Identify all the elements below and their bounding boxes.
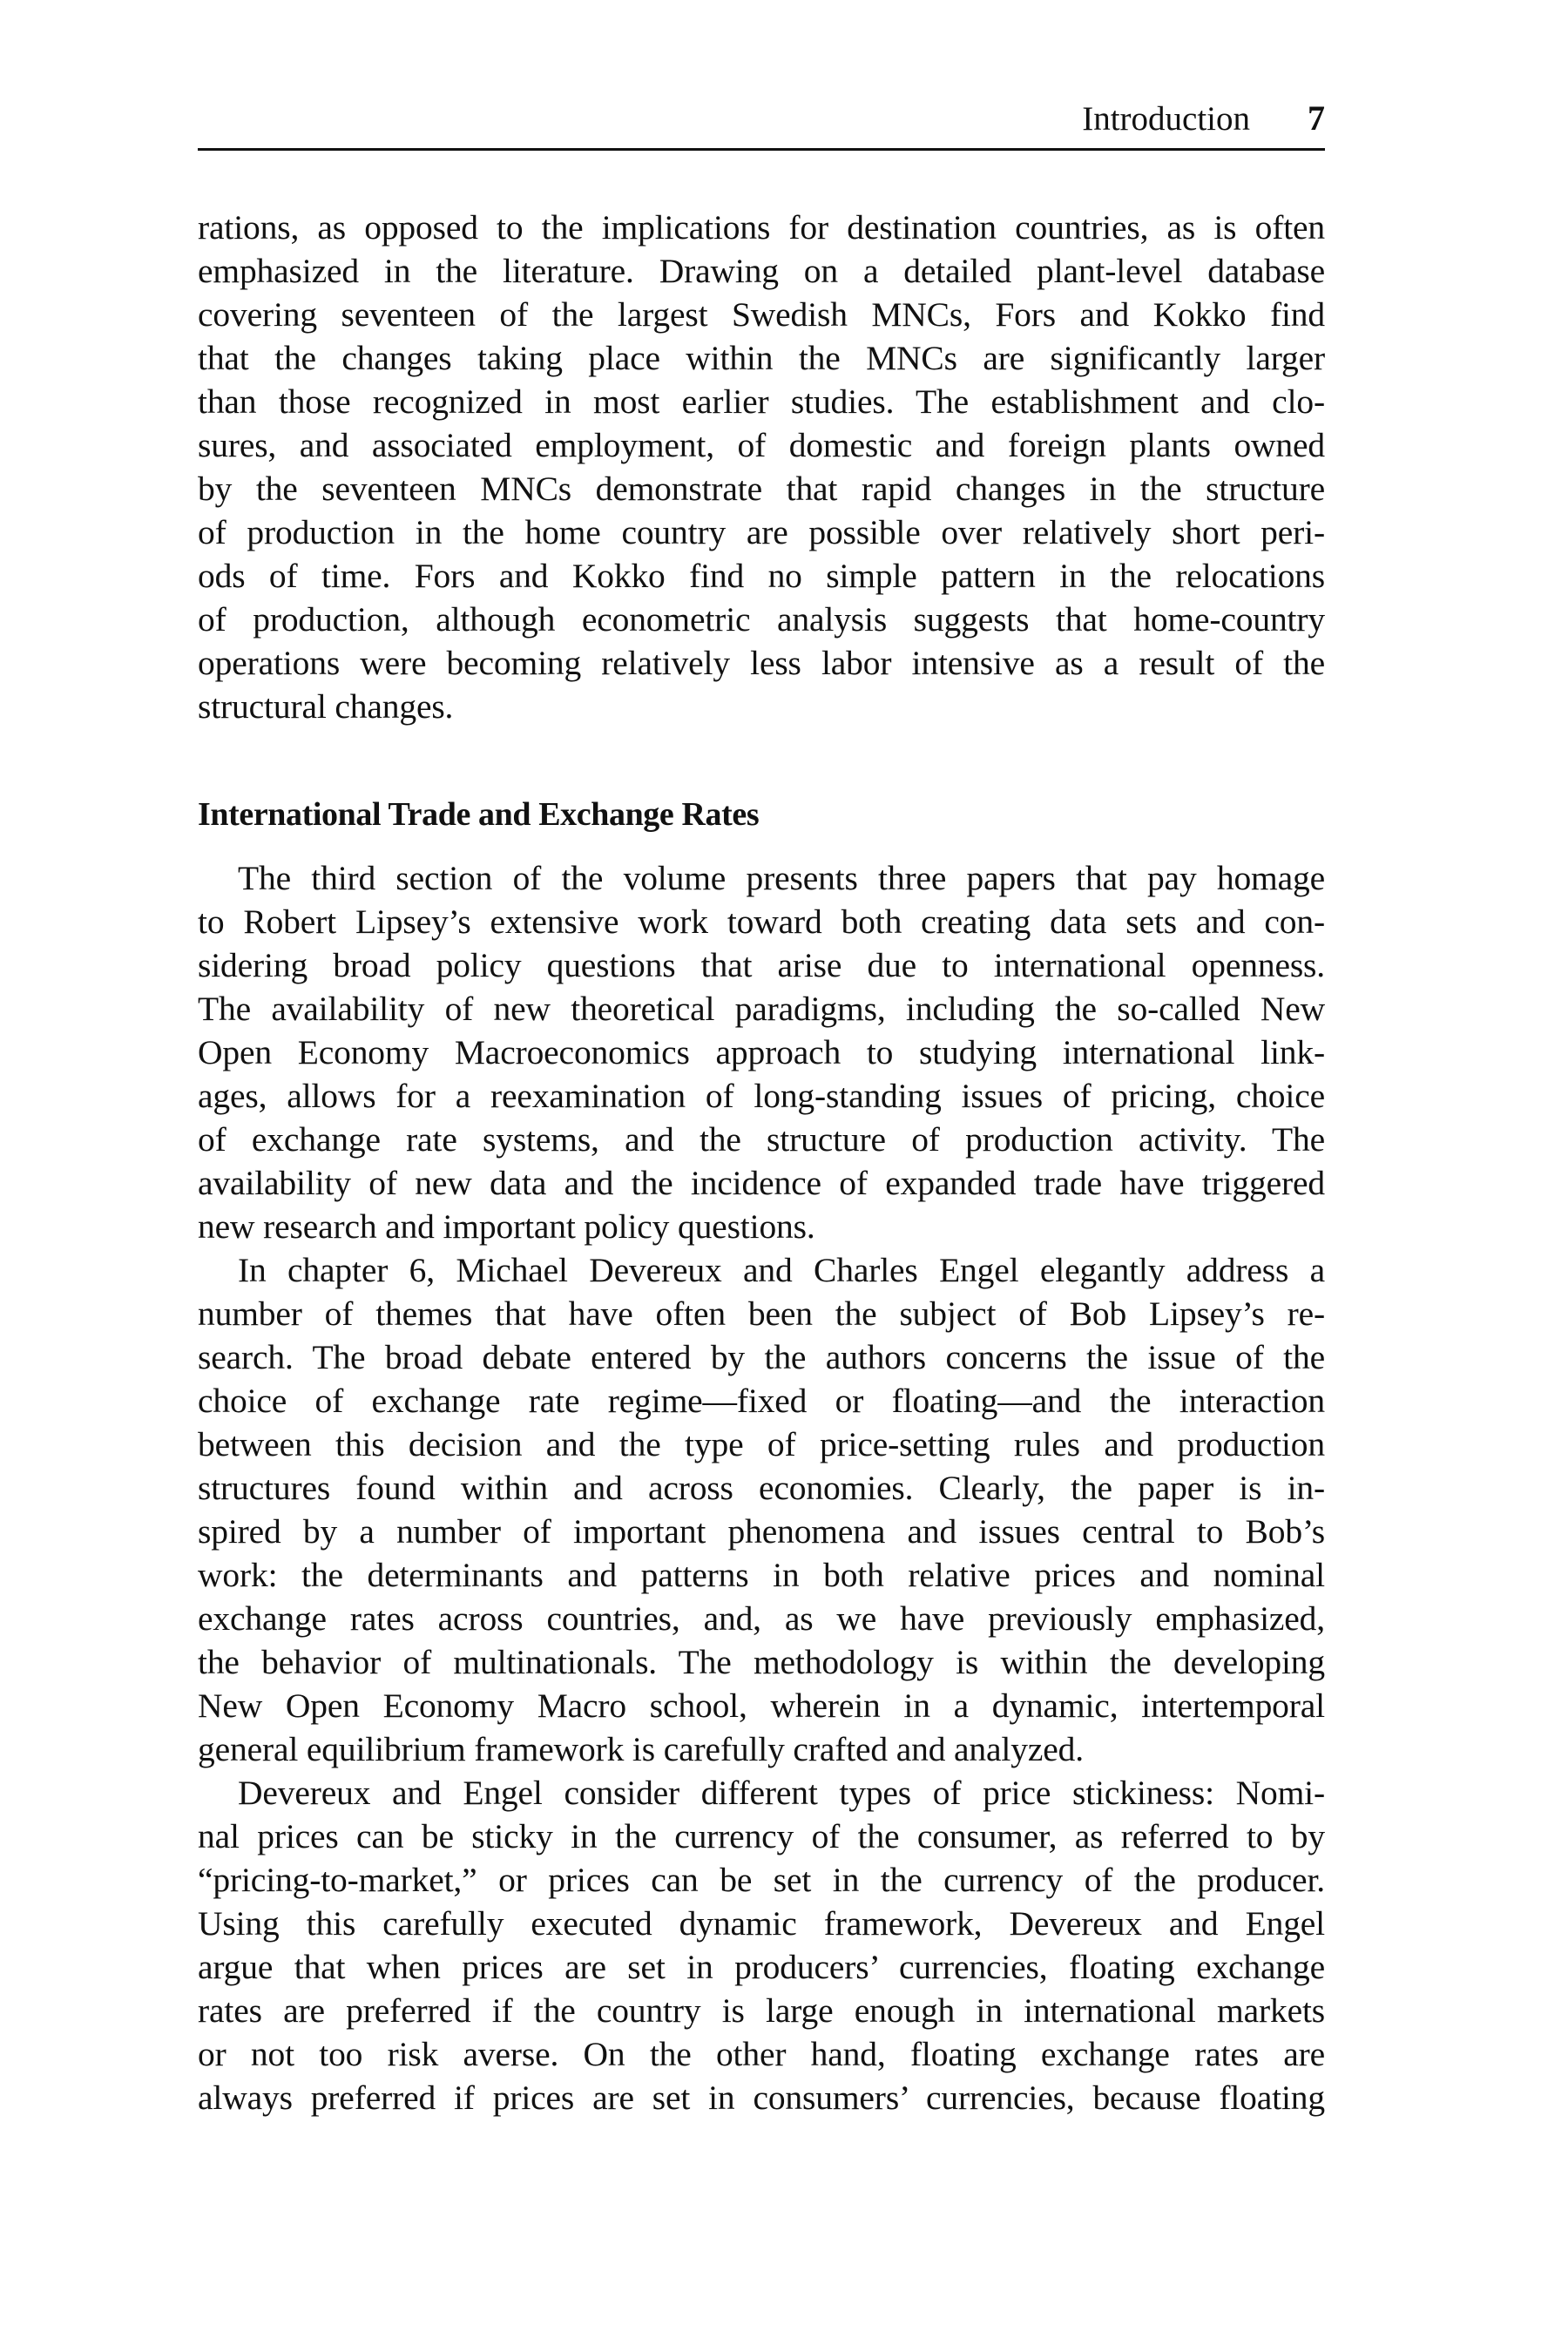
text-line: of production, although econometric analysis suggests that home-country	[198, 600, 1325, 639]
text-line: The availability of new theoretical paradigms, including the so-called New	[198, 990, 1325, 1028]
section-heading: International Trade and Exchange Rates	[198, 796, 760, 833]
text-line: argue that when prices are set in producers’ currencies, floating exchange	[198, 1948, 1325, 1986]
page-number: 7	[1308, 98, 1325, 138]
text-line: rates are preferred if the country is large enough in international markets	[198, 1991, 1325, 2030]
text-line: general equilibrium framework is carefully crafted and analyzed.	[198, 1730, 1084, 1768]
text-line: of production in the home country are possible over relatively short peri-	[198, 513, 1325, 551]
text-line: emphasized in the literature. Drawing on a detailed plant-level database	[198, 252, 1325, 290]
text-line: New Open Economy Macro school, wherein in a dynamic, intertemporal	[198, 1686, 1325, 1725]
text-line: work: the determinants and patterns in both relative prices and nominal	[198, 1556, 1325, 1594]
text-line: Devereux and Engel consider different types of price stickiness: Nomi-	[238, 1774, 1325, 1812]
running-head	[198, 98, 1325, 139]
text-line: by the seventeen MNCs demonstrate that rapid changes in the structure	[198, 470, 1325, 508]
text-line: covering seventeen of the largest Swedish MNCs, Fors and Kokko find	[198, 295, 1325, 334]
text-line: the behavior of multinationals. The methodology is within the developing	[198, 1643, 1325, 1681]
text-line: new research and important policy questions.	[198, 1207, 815, 1246]
text-line: always preferred if prices are set in consumers’ currencies, because floating	[198, 2078, 1325, 2117]
text-line: ages, allows for a reexamination of long-standing issues of pricing, choice	[198, 1077, 1325, 1115]
header-rule	[198, 148, 1325, 151]
text-line: rations, as opposed to the implications for destination countries, as is often	[198, 208, 1325, 247]
text-line: sidering broad policy questions that arise due to international openness.	[198, 946, 1325, 984]
text-line: The third section of the volume presents three papers that pay homage	[238, 859, 1325, 897]
text-line: of exchange rate systems, and the structure of production activity. The	[198, 1120, 1325, 1159]
text-line: to Robert Lipsey’s extensive work toward both creating data sets and con-	[198, 902, 1325, 941]
text-line: “pricing-to-market,” or prices can be set in the currency of the producer.	[198, 1861, 1325, 1899]
text-line: than those recognized in most earlier studies. The establishment and clo-	[198, 382, 1325, 421]
text-line: spired by a number of important phenomena and issues central to Bob’s	[198, 1512, 1325, 1551]
text-line: nal prices can be sticky in the currency of the consumer, as referred to by	[198, 1817, 1325, 1855]
text-line: Open Economy Macroeconomics approach to studying international link-	[198, 1033, 1325, 1071]
text-line: Using this carefully executed dynamic framework, Devereux and Engel	[198, 1904, 1325, 1943]
text-line: choice of exchange rate regime—fixed or floating—and the interaction	[198, 1382, 1325, 1420]
text-line: exchange rates across countries, and, as we have previously emphasized,	[198, 1599, 1325, 1638]
text-line: structural changes.	[198, 687, 454, 726]
text-line: In chapter 6, Michael Devereux and Charles Engel elegantly address a	[238, 1251, 1325, 1289]
text-line: operations were becoming relatively less labor intensive as a result of the	[198, 644, 1325, 682]
text-line: availability of new data and the incidence of expanded trade have triggered	[198, 1164, 1325, 1202]
text-line: that the changes taking place within the MNCs are significantly larger	[198, 339, 1325, 377]
text-line: between this decision and the type of price-setting rules and production	[198, 1425, 1325, 1463]
text-line: ods of time. Fors and Kokko find no simple pattern in the relocations	[198, 557, 1325, 595]
text-line: sures, and associated employment, of domestic and foreign plants owned	[198, 426, 1325, 464]
text-line: search. The broad debate entered by the authors concerns the issue of the	[198, 1338, 1325, 1376]
running-head-title: Introduction	[1082, 100, 1250, 138]
text-line: or not too risk averse. On the other hand, floating exchange rates are	[198, 2035, 1325, 2073]
text-line: number of themes that have often been the subject of Bob Lipsey’s re-	[198, 1294, 1325, 1333]
text-line: structures found within and across economies. Clearly, the paper is in-	[198, 1469, 1325, 1507]
